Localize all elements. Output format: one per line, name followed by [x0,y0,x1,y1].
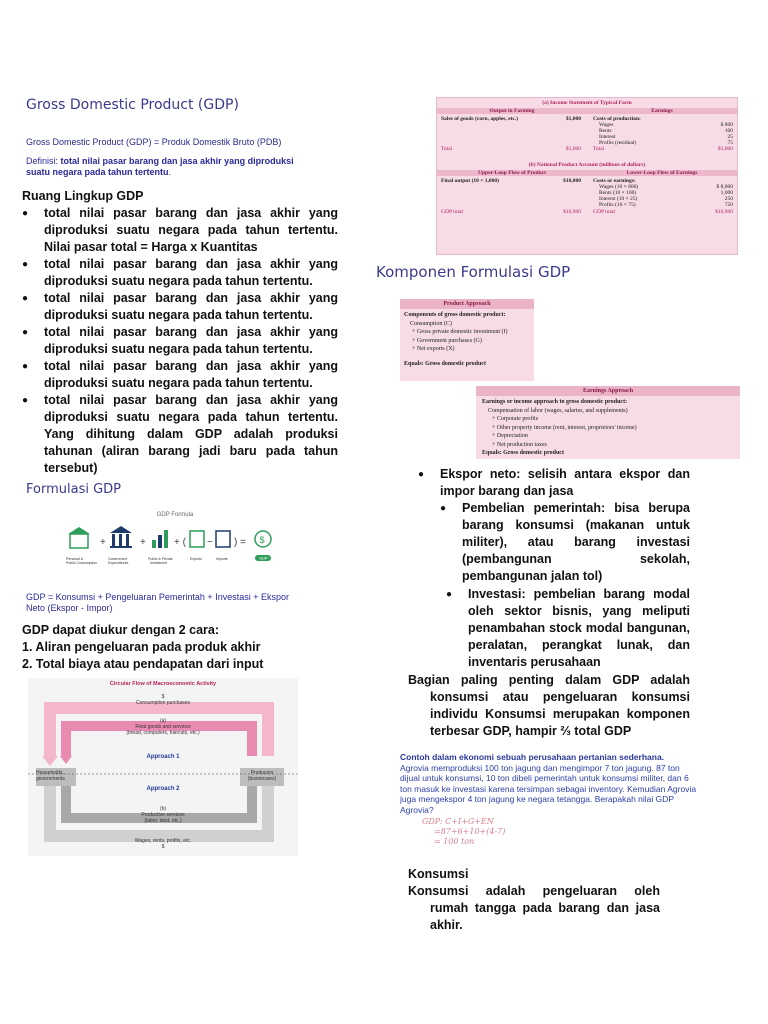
earnings-line: Equals: Gross domestic product [482,450,564,456]
list-item: ● Investasi: pembelian barang modal oleh sektor bisnis, yang meliputi penambahan stock modal bangunan, peralatan, perangkat lunak, dan inventaris perusahaan [446,586,690,671]
exports-icon [190,531,204,547]
formula-label-government: Government [108,557,128,561]
svg-text:$: $ [259,535,265,545]
product-line: + Gross private domestic investment (I) [412,329,508,335]
table-row: Interest (10 × 25) [599,196,638,202]
flow-final-goods-label: (a) Final goods and services (bread, computers, haircuts, etc.) [126,718,200,736]
measure-item-2: 2. Total biaya atau pendapatan dari input [22,657,264,671]
earnings-line: Compensation of labor (wages, salaries, and supplements) [488,407,628,414]
formula-result-label: GDP [259,555,268,561]
product-line: + Government purchases (G) [412,337,482,344]
flow-households-label: Households, governments [36,770,65,782]
table-a-total-left: Total [441,146,453,152]
product-approach-title: Product Approach [400,299,534,309]
flow-wages-label: Wages, rents, profits, etc. $ [134,838,192,850]
handwritten-line: = 100 ton [434,837,475,846]
scope-title: Ruang Lingkup GDP [22,189,144,203]
table-a-costs: Costs of production: [593,116,641,122]
bagian-paragraph: Bagian paling penting dalam GDP adalah konsumsi atau pengeluaran konsumsi individu Konsumsi merupakan komponen terbesar GDP, hampir ⅔ total GDP [408,673,690,738]
table-b-costs: Costs or earnings: [593,178,636,184]
formulasi-heading: Formulasi GDP [26,482,122,497]
table-b-title: (b) National Product Account (millions of dollars) [528,162,646,168]
ekspor-list [418,466,690,500]
table-a-left-header: Output in Farming [489,108,535,114]
pemerintah-list [440,500,690,585]
svg-text:+: + [100,537,106,548]
flow-productive-label: (b) Productive services (labor, land, etc.) [141,806,185,824]
product-line: Components of gross domestic product: [404,312,506,318]
formula-text: GDP = Konsumsi + Pengeluaran Pemerintah + Investasi + Ekspor Neto (Ekspor - Impor) [26,592,289,613]
income-statement-tables: (a) Income Statement of Typical Farm Output in Farming Earnings Sales of goods (corn, apples, etc.) $1,000 Costs of production: Wages $ 800 Rents 100 Interest 25 Profits (residual) 75 Total $1,000 Total $1,000 (b) National Product Account (millions of dollars) Upper-Loop Flow of Product Lower-Loop Flow of Earnings Final output (10 × 1,000) $10,000 Costs or earnings: Wages (10 × 800) $ 8,000 Rents (10 × 100) 1,000 Interest (10 × 25) 250 Profits (10 × 75) 750 GDP total $10,000 GDP total $10,000 [436,97,738,255]
list-item: ● Pembelian pemerintah: bisa berupa barang konsumsi (makanan untuk militer), atau barang investasi (pembangunan sekolah, pembangunan jalan tol) [440,500,690,585]
flow-consumption-label: $ Consumption purchases [136,694,190,706]
circular-flow-diagram [28,678,298,856]
government-icon [110,526,132,548]
svg-text:) =: ) = [234,537,246,548]
table-row: Wages [599,122,614,128]
formula-label-imports: Imports [216,557,228,561]
flow-approach-2: Approach 2 [146,786,180,792]
komponen-heading: Komponen Formulasi GDP [376,263,571,281]
formula-label-consumption: Personal & [66,557,84,561]
product-line: + Net exports (X) [412,346,455,352]
table-b-total-left: GDP total [441,209,463,215]
list-item: ● Ekspor neto: selisih antara ekspor dan impor barang dan jasa [418,466,690,500]
investment-icon [152,530,168,548]
table-b-left-header: Upper-Loop Flow of Product [478,170,546,176]
table-row: Interest [599,134,616,140]
definition-text: total nilai pasar barang dan jasa akhir yang diproduksi suatu negara pada tahun tertentu [26,156,294,177]
table-b-total-right: GDP total [593,209,615,215]
gdp-formula-graphic [60,512,290,576]
example-box [400,752,700,862]
definition-end: . [168,167,172,177]
flow-title: Circular Flow of Macroeconomic Activity [109,681,217,687]
table-row: Rents [599,128,612,134]
earnings-approach-box [476,386,740,459]
investasi-list [446,586,690,671]
list-item: ● total nilai pasar barang dan jasa akhir yang diproduksi suatu negara pada tahun tertentu. [22,324,338,358]
earnings-line: + Depreciation [492,433,528,439]
product-line: Equals: Gross domestic product [404,360,486,367]
table-a-total-right: Total [593,146,605,152]
list-item: ● total nilai pasar barang dan jasa akhir yang diproduksi suatu negara pada tahun tertentu. Nilai pasar total = Harga x Kuantitas [22,205,338,256]
gdp-heading: Gross Domestic Product (GDP) [26,97,239,113]
table-a-right-header: Earnings [651,108,673,114]
formula-caption: GDP Formula [156,512,194,518]
dollar-icon [255,531,271,547]
table-b-final-value: $10,000 [563,178,581,184]
table-row: Wages (10 × 800) [599,184,639,190]
imports-icon [216,531,230,547]
handwritten-line: GDP: C+I+G+EN [422,817,494,826]
table-a-sales-value: $1,000 [565,116,581,122]
list-item: ● total nilai pasar barang dan jasa akhir yang diproduksi suatu negara pada tahun tertentu. [22,290,338,324]
gdp-equals-line: Gross Domestic Product (GDP) = Produk Domestik Bruto (PDB) [26,137,282,147]
table-row: Profits (residual) [599,140,637,146]
handwritten-line: =87+6+10+(4-7) [434,827,506,836]
definition-label: Definisi: [26,156,61,166]
table-a-title: (a) Income Statement of Typical Farm [542,100,632,106]
example-text: Agrovia memproduksi 100 ton jagung dan mengimpor 7 ton jagung. 87 ton dijual untuk konsumsi, 10 ton dibeli pemerintah untuk konsumsi militer, dan 6 ton masuk ke investasi karena tersimpan sebagai inventory. Kemudian Agrovia juga mengekspor 4 ton jagung ke negara tetangga. Berapakah nilai GDP Agrovia? [400,762,697,815]
svg-text:Investment: Investment [150,561,168,565]
svg-text:−: − [207,537,213,548]
measure-title: GDP dapat diukur dengan 2 cara: [22,623,220,637]
list-item: ● total nilai pasar barang dan jasa akhir yang diproduksi suatu negara pada tahun tertentu. [22,256,338,290]
svg-text:Expenditures: Expenditures [108,561,129,565]
earnings-line: + Corporate profits [492,416,539,422]
product-line: Consumption (C) [410,320,452,327]
earnings-approach-title: Earnings Approach [476,386,740,396]
formula-label-investment: Public & Private [148,557,173,561]
svg-text:+ (: + ( [174,537,186,548]
scope-list [22,205,338,477]
formula-label-exports: Exports [190,557,202,561]
svg-text:Public Consumption: Public Consumption [66,561,98,565]
flow-producers-label: Producers (businesses) [247,770,277,782]
earnings-line: + Other property income (rent, interest, proprietors' income) [492,424,637,431]
product-approach-box [400,299,534,381]
bank-icon [68,527,90,548]
list-item: ● total nilai pasar barang dan jasa akhir yang diproduksi suatu negara pada tahun tertentu. [22,358,338,392]
gdp-definition [26,156,296,178]
table-a-sales: Sales of goods (corn, apples, etc.) [441,116,518,122]
table-row: Rents (10 × 100) [599,190,637,196]
formula-icons [60,518,290,574]
table-row: Profits (10 × 75) [599,202,636,208]
earnings-line: + Net production taxes [492,441,547,448]
svg-text:+: + [140,537,146,548]
list-item: ● total nilai pasar barang dan jasa akhir yang diproduksi suatu negara pada tahun tertentu. Yang dihitung dalam GDP adalah produksi tahunan (aliran barang jadi baru pada tahun tersebut) [22,392,338,477]
table-b-right-header: Lower-Loop Flow of Earnings [626,170,698,176]
konsumsi-title: Konsumsi [408,867,469,881]
table-b-final: Final output (10 × 1,000) [441,178,499,184]
example-title: Contoh dalam ekonomi sebuah perusahaan pertanian sederhana. [400,752,665,762]
flow-approach-1: Approach 1 [146,754,180,760]
measure-item-1: 1. Aliran pengeluaran pada produk akhir [22,640,261,654]
earnings-line: Earnings or income approach to gross domestic product: [482,399,628,405]
konsumsi-text: Konsumsi adalah pengeluaran oleh rumah tangga pada barang dan jasa akhir. [408,884,660,932]
